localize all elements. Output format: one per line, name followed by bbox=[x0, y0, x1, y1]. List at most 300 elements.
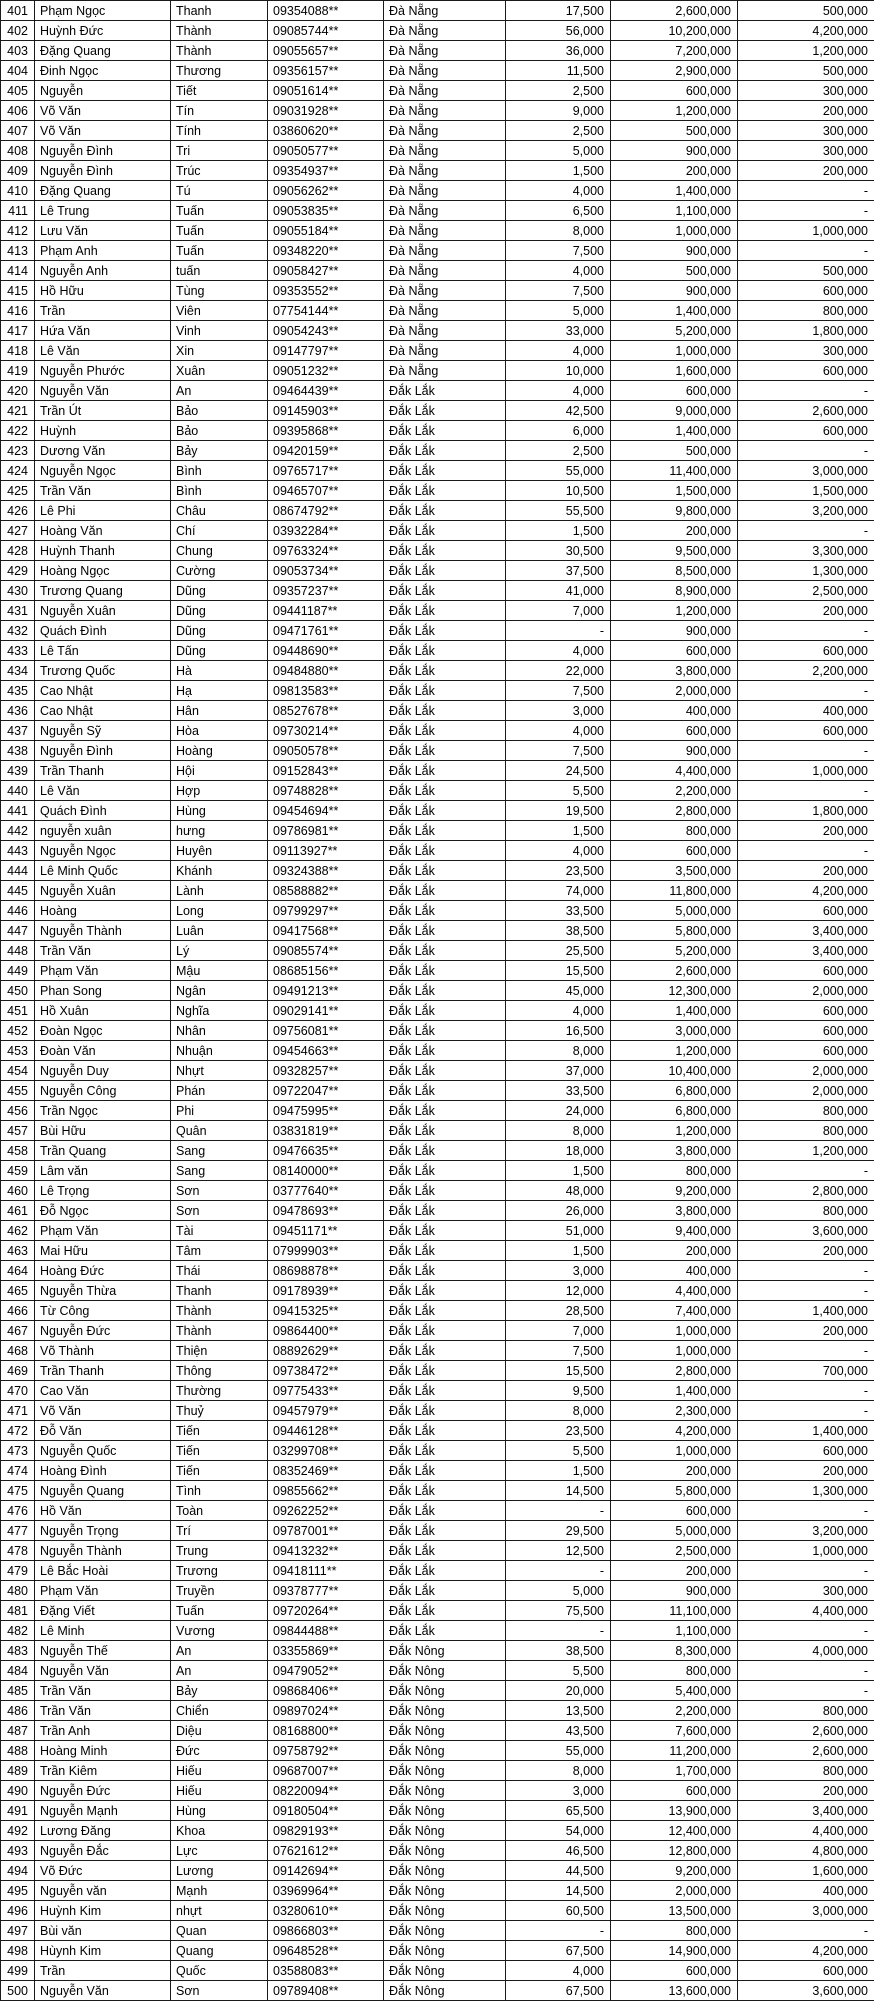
row-number-cell[interactable]: 492 bbox=[1, 1821, 35, 1841]
surname-cell[interactable]: Đoàn Văn bbox=[35, 1041, 171, 1061]
phone-cell[interactable]: 09113927** bbox=[268, 841, 384, 861]
given-name-cell[interactable]: Phán bbox=[171, 1081, 268, 1101]
given-name-cell[interactable]: Lý bbox=[171, 941, 268, 961]
surname-cell[interactable]: Trần bbox=[35, 1961, 171, 1981]
amount-3-cell[interactable]: 1,800,000 bbox=[738, 321, 874, 341]
amount-3-cell[interactable]: 200,000 bbox=[738, 861, 874, 881]
province-cell[interactable]: Đà Nẵng bbox=[384, 341, 506, 361]
province-cell[interactable]: Đắk Nông bbox=[384, 1701, 506, 1721]
surname-cell[interactable]: Huỳnh Kim bbox=[35, 1901, 171, 1921]
province-cell[interactable]: Đắk Lắk bbox=[384, 1181, 506, 1201]
row-number-cell[interactable]: 493 bbox=[1, 1841, 35, 1861]
given-name-cell[interactable]: nhựt bbox=[171, 1901, 268, 1921]
phone-cell[interactable]: 09415325** bbox=[268, 1301, 384, 1321]
row-number-cell[interactable]: 471 bbox=[1, 1401, 35, 1421]
row-number-cell[interactable]: 460 bbox=[1, 1181, 35, 1201]
amount-2-cell[interactable]: 12,400,000 bbox=[611, 1821, 738, 1841]
amount-1-cell[interactable]: 4,000 bbox=[506, 641, 611, 661]
surname-cell[interactable]: Nguyễn Thành bbox=[35, 1541, 171, 1561]
amount-2-cell[interactable]: 5,400,000 bbox=[611, 1681, 738, 1701]
amount-2-cell[interactable]: 3,500,000 bbox=[611, 861, 738, 881]
amount-3-cell[interactable]: 800,000 bbox=[738, 1201, 874, 1221]
province-cell[interactable]: Đà Nẵng bbox=[384, 201, 506, 221]
given-name-cell[interactable]: Bảo bbox=[171, 401, 268, 421]
surname-cell[interactable]: Quách Đình bbox=[35, 801, 171, 821]
phone-cell[interactable]: 09378777** bbox=[268, 1581, 384, 1601]
amount-3-cell[interactable]: 2,800,000 bbox=[738, 1181, 874, 1201]
given-name-cell[interactable]: Tiến bbox=[171, 1461, 268, 1481]
row-number-cell[interactable]: 423 bbox=[1, 441, 35, 461]
surname-cell[interactable]: Hoàng bbox=[35, 901, 171, 921]
amount-1-cell[interactable]: 29,500 bbox=[506, 1521, 611, 1541]
row-number-cell[interactable]: 439 bbox=[1, 761, 35, 781]
surname-cell[interactable]: Nguyễn Văn bbox=[35, 1661, 171, 1681]
row-number-cell[interactable]: 411 bbox=[1, 201, 35, 221]
phone-cell[interactable]: 09029141** bbox=[268, 1001, 384, 1021]
surname-cell[interactable]: Đặng Viết bbox=[35, 1601, 171, 1621]
phone-cell[interactable]: 03969964** bbox=[268, 1881, 384, 1901]
province-cell[interactable]: Đắk Lắk bbox=[384, 861, 506, 881]
amount-2-cell[interactable]: 3,000,000 bbox=[611, 1021, 738, 1041]
amount-1-cell[interactable]: 55,000 bbox=[506, 1741, 611, 1761]
given-name-cell[interactable]: Dũng bbox=[171, 621, 268, 641]
given-name-cell[interactable]: Lương bbox=[171, 1861, 268, 1881]
row-number-cell[interactable]: 435 bbox=[1, 681, 35, 701]
amount-2-cell[interactable]: 9,000,000 bbox=[611, 401, 738, 421]
amount-2-cell[interactable]: 7,200,000 bbox=[611, 41, 738, 61]
amount-1-cell[interactable]: 6,500 bbox=[506, 201, 611, 221]
amount-3-cell[interactable]: 500,000 bbox=[738, 1, 874, 21]
amount-2-cell[interactable]: 2,200,000 bbox=[611, 1701, 738, 1721]
phone-cell[interactable]: 03355869** bbox=[268, 1641, 384, 1661]
amount-3-cell[interactable]: 600,000 bbox=[738, 721, 874, 741]
given-name-cell[interactable]: Tiến bbox=[171, 1441, 268, 1461]
amount-1-cell[interactable]: 12,000 bbox=[506, 1281, 611, 1301]
surname-cell[interactable]: Đặng Quang bbox=[35, 181, 171, 201]
phone-cell[interactable]: 09328257** bbox=[268, 1061, 384, 1081]
amount-2-cell[interactable]: 3,800,000 bbox=[611, 661, 738, 681]
amount-2-cell[interactable]: 2,800,000 bbox=[611, 1361, 738, 1381]
phone-cell[interactable]: 07999903** bbox=[268, 1241, 384, 1261]
given-name-cell[interactable]: An bbox=[171, 1661, 268, 1681]
amount-2-cell[interactable]: 1,700,000 bbox=[611, 1761, 738, 1781]
amount-2-cell[interactable]: 7,400,000 bbox=[611, 1301, 738, 1321]
surname-cell[interactable]: Trần Anh bbox=[35, 1721, 171, 1741]
amount-2-cell[interactable]: 12,800,000 bbox=[611, 1841, 738, 1861]
amount-2-cell[interactable]: 800,000 bbox=[611, 1161, 738, 1181]
amount-1-cell[interactable]: 60,500 bbox=[506, 1901, 611, 1921]
amount-1-cell[interactable]: - bbox=[506, 1501, 611, 1521]
surname-cell[interactable]: Lê Trung bbox=[35, 201, 171, 221]
province-cell[interactable]: Đà Nẵng bbox=[384, 181, 506, 201]
province-cell[interactable]: Đắk Lắk bbox=[384, 1541, 506, 1561]
surname-cell[interactable]: Hùynh Kim bbox=[35, 1941, 171, 1961]
amount-2-cell[interactable]: 8,500,000 bbox=[611, 561, 738, 581]
amount-2-cell[interactable]: 800,000 bbox=[611, 1921, 738, 1941]
phone-cell[interactable]: 09454694** bbox=[268, 801, 384, 821]
amount-2-cell[interactable]: 900,000 bbox=[611, 741, 738, 761]
province-cell[interactable]: Đắk Lắk bbox=[384, 1461, 506, 1481]
phone-cell[interactable]: 09053835** bbox=[268, 201, 384, 221]
amount-3-cell[interactable]: - bbox=[738, 1401, 874, 1421]
amount-2-cell[interactable]: 2,600,000 bbox=[611, 1, 738, 21]
amount-1-cell[interactable]: 5,500 bbox=[506, 781, 611, 801]
province-cell[interactable]: Đắk Lắk bbox=[384, 1081, 506, 1101]
given-name-cell[interactable]: Tri bbox=[171, 141, 268, 161]
given-name-cell[interactable]: Quan bbox=[171, 1921, 268, 1941]
given-name-cell[interactable]: Bảy bbox=[171, 1681, 268, 1701]
amount-3-cell[interactable]: 1,300,000 bbox=[738, 561, 874, 581]
province-cell[interactable]: Đắk Lắk bbox=[384, 601, 506, 621]
amount-3-cell[interactable]: 3,600,000 bbox=[738, 1221, 874, 1241]
surname-cell[interactable]: Nguyễn Thừa bbox=[35, 1281, 171, 1301]
province-cell[interactable]: Đắk Lắk bbox=[384, 381, 506, 401]
phone-cell[interactable]: 09813583** bbox=[268, 681, 384, 701]
row-number-cell[interactable]: 403 bbox=[1, 41, 35, 61]
surname-cell[interactable]: Trần Út bbox=[35, 401, 171, 421]
amount-3-cell[interactable]: 3,200,000 bbox=[738, 501, 874, 521]
amount-2-cell[interactable]: 200,000 bbox=[611, 1561, 738, 1581]
given-name-cell[interactable]: Lành bbox=[171, 881, 268, 901]
given-name-cell[interactable]: Bình bbox=[171, 461, 268, 481]
phone-cell[interactable]: 09457979** bbox=[268, 1401, 384, 1421]
province-cell[interactable]: Đắk Nông bbox=[384, 1741, 506, 1761]
row-number-cell[interactable]: 478 bbox=[1, 1541, 35, 1561]
amount-2-cell[interactable]: 4,400,000 bbox=[611, 761, 738, 781]
amount-3-cell[interactable]: - bbox=[738, 1621, 874, 1641]
given-name-cell[interactable]: Xuân bbox=[171, 361, 268, 381]
province-cell[interactable]: Đắk Lắk bbox=[384, 681, 506, 701]
row-number-cell[interactable]: 461 bbox=[1, 1201, 35, 1221]
row-number-cell[interactable]: 445 bbox=[1, 881, 35, 901]
row-number-cell[interactable]: 437 bbox=[1, 721, 35, 741]
amount-3-cell[interactable]: 4,800,000 bbox=[738, 1841, 874, 1861]
amount-3-cell[interactable]: - bbox=[738, 1921, 874, 1941]
amount-2-cell[interactable]: 13,600,000 bbox=[611, 1981, 738, 2001]
phone-cell[interactable]: 07754144** bbox=[268, 301, 384, 321]
amount-2-cell[interactable]: 600,000 bbox=[611, 1501, 738, 1521]
amount-3-cell[interactable]: 4,200,000 bbox=[738, 881, 874, 901]
phone-cell[interactable]: 09451171** bbox=[268, 1221, 384, 1241]
surname-cell[interactable]: Trần Văn bbox=[35, 481, 171, 501]
amount-1-cell[interactable]: 55,500 bbox=[506, 501, 611, 521]
row-number-cell[interactable]: 434 bbox=[1, 661, 35, 681]
surname-cell[interactable]: Nguyễn Anh bbox=[35, 261, 171, 281]
row-number-cell[interactable]: 438 bbox=[1, 741, 35, 761]
amount-2-cell[interactable]: 14,900,000 bbox=[611, 1941, 738, 1961]
surname-cell[interactable]: Nguyễn Văn bbox=[35, 1981, 171, 2001]
amount-1-cell[interactable]: 17,500 bbox=[506, 1, 611, 21]
amount-2-cell[interactable]: 11,400,000 bbox=[611, 461, 738, 481]
surname-cell[interactable]: Phạm Văn bbox=[35, 1581, 171, 1601]
given-name-cell[interactable]: Mạnh bbox=[171, 1881, 268, 1901]
province-cell[interactable]: Đắk Nông bbox=[384, 1961, 506, 1981]
province-cell[interactable]: Đắk Lắk bbox=[384, 1561, 506, 1581]
province-cell[interactable]: Đắk Lắk bbox=[384, 881, 506, 901]
province-cell[interactable]: Đắk Lắk bbox=[384, 1401, 506, 1421]
amount-1-cell[interactable]: 3,000 bbox=[506, 1781, 611, 1801]
surname-cell[interactable]: Trần Văn bbox=[35, 1681, 171, 1701]
surname-cell[interactable]: Nguyễn Văn bbox=[35, 381, 171, 401]
given-name-cell[interactable]: Thái bbox=[171, 1261, 268, 1281]
row-number-cell[interactable]: 413 bbox=[1, 241, 35, 261]
amount-3-cell[interactable]: 600,000 bbox=[738, 901, 874, 921]
amount-2-cell[interactable]: 11,800,000 bbox=[611, 881, 738, 901]
given-name-cell[interactable]: Tuấn bbox=[171, 241, 268, 261]
amount-3-cell[interactable]: - bbox=[738, 1261, 874, 1281]
surname-cell[interactable]: Nguyễn Quang bbox=[35, 1481, 171, 1501]
amount-2-cell[interactable]: 600,000 bbox=[611, 381, 738, 401]
amount-3-cell[interactable]: 600,000 bbox=[738, 1441, 874, 1461]
row-number-cell[interactable]: 486 bbox=[1, 1701, 35, 1721]
amount-2-cell[interactable]: 600,000 bbox=[611, 1961, 738, 1981]
phone-cell[interactable]: 09356157** bbox=[268, 61, 384, 81]
amount-1-cell[interactable]: 33,500 bbox=[506, 1081, 611, 1101]
province-cell[interactable]: Đà Nẵng bbox=[384, 61, 506, 81]
row-number-cell[interactable]: 485 bbox=[1, 1681, 35, 1701]
amount-3-cell[interactable]: 200,000 bbox=[738, 601, 874, 621]
amount-2-cell[interactable]: 400,000 bbox=[611, 1261, 738, 1281]
row-number-cell[interactable]: 487 bbox=[1, 1721, 35, 1741]
row-number-cell[interactable]: 425 bbox=[1, 481, 35, 501]
row-number-cell[interactable]: 432 bbox=[1, 621, 35, 641]
amount-3-cell[interactable]: - bbox=[738, 681, 874, 701]
amount-2-cell[interactable]: 10,400,000 bbox=[611, 1061, 738, 1081]
amount-3-cell[interactable]: 600,000 bbox=[738, 1961, 874, 1981]
amount-1-cell[interactable]: 75,500 bbox=[506, 1601, 611, 1621]
amount-3-cell[interactable]: - bbox=[738, 521, 874, 541]
row-number-cell[interactable]: 462 bbox=[1, 1221, 35, 1241]
amount-1-cell[interactable]: 7,000 bbox=[506, 1321, 611, 1341]
amount-1-cell[interactable]: 7,500 bbox=[506, 1341, 611, 1361]
amount-3-cell[interactable]: 600,000 bbox=[738, 361, 874, 381]
province-cell[interactable]: Đà Nẵng bbox=[384, 261, 506, 281]
phone-cell[interactable]: 09354088** bbox=[268, 1, 384, 21]
row-number-cell[interactable]: 477 bbox=[1, 1521, 35, 1541]
amount-3-cell[interactable]: - bbox=[738, 1681, 874, 1701]
phone-cell[interactable]: 08527678** bbox=[268, 701, 384, 721]
row-number-cell[interactable]: 499 bbox=[1, 1961, 35, 1981]
phone-cell[interactable]: 09478693** bbox=[268, 1201, 384, 1221]
row-number-cell[interactable]: 456 bbox=[1, 1101, 35, 1121]
amount-1-cell[interactable]: 5,000 bbox=[506, 301, 611, 321]
amount-3-cell[interactable]: 1,500,000 bbox=[738, 481, 874, 501]
given-name-cell[interactable]: Tiết bbox=[171, 81, 268, 101]
surname-cell[interactable]: Phạm Ngọc bbox=[35, 1, 171, 21]
amount-2-cell[interactable]: 900,000 bbox=[611, 281, 738, 301]
phone-cell[interactable]: 09866803** bbox=[268, 1921, 384, 1941]
amount-2-cell[interactable]: 2,000,000 bbox=[611, 1881, 738, 1901]
surname-cell[interactable]: Nguyễn Trọng bbox=[35, 1521, 171, 1541]
amount-2-cell[interactable]: 1,100,000 bbox=[611, 201, 738, 221]
province-cell[interactable]: Đắk Nông bbox=[384, 1761, 506, 1781]
surname-cell[interactable]: Trần Thanh bbox=[35, 761, 171, 781]
amount-3-cell[interactable]: 2,200,000 bbox=[738, 661, 874, 681]
amount-3-cell[interactable]: 3,300,000 bbox=[738, 541, 874, 561]
amount-2-cell[interactable]: 500,000 bbox=[611, 261, 738, 281]
given-name-cell[interactable]: Thường bbox=[171, 1381, 268, 1401]
row-number-cell[interactable]: 480 bbox=[1, 1581, 35, 1601]
phone-cell[interactable]: 09787001** bbox=[268, 1521, 384, 1541]
phone-cell[interactable]: 09145903** bbox=[268, 401, 384, 421]
given-name-cell[interactable]: Khoa bbox=[171, 1821, 268, 1841]
surname-cell[interactable]: Cao Nhật bbox=[35, 701, 171, 721]
province-cell[interactable]: Đắk Lắk bbox=[384, 1061, 506, 1081]
row-number-cell[interactable]: 454 bbox=[1, 1061, 35, 1081]
surname-cell[interactable]: Nguyễn Quốc bbox=[35, 1441, 171, 1461]
amount-1-cell[interactable]: 4,000 bbox=[506, 721, 611, 741]
amount-1-cell[interactable]: 8,000 bbox=[506, 221, 611, 241]
amount-3-cell[interactable]: 500,000 bbox=[738, 61, 874, 81]
row-number-cell[interactable]: 465 bbox=[1, 1281, 35, 1301]
given-name-cell[interactable]: Sơn bbox=[171, 1201, 268, 1221]
amount-1-cell[interactable]: 24,000 bbox=[506, 1101, 611, 1121]
surname-cell[interactable]: Hoàng Ngọc bbox=[35, 561, 171, 581]
given-name-cell[interactable]: Thương bbox=[171, 61, 268, 81]
amount-2-cell[interactable]: 800,000 bbox=[611, 821, 738, 841]
amount-3-cell[interactable]: 2,600,000 bbox=[738, 1721, 874, 1741]
row-number-cell[interactable]: 441 bbox=[1, 801, 35, 821]
amount-3-cell[interactable]: 4,400,000 bbox=[738, 1601, 874, 1621]
amount-3-cell[interactable]: 600,000 bbox=[738, 641, 874, 661]
amount-1-cell[interactable]: 4,000 bbox=[506, 341, 611, 361]
row-number-cell[interactable]: 469 bbox=[1, 1361, 35, 1381]
amount-1-cell[interactable]: 45,000 bbox=[506, 981, 611, 1001]
province-cell[interactable]: Đắk Lắk bbox=[384, 1481, 506, 1501]
row-number-cell[interactable]: 407 bbox=[1, 121, 35, 141]
amount-3-cell[interactable]: 4,200,000 bbox=[738, 1941, 874, 1961]
surname-cell[interactable]: Lê Minh Quốc bbox=[35, 861, 171, 881]
amount-1-cell[interactable]: 1,500 bbox=[506, 821, 611, 841]
amount-1-cell[interactable]: 15,500 bbox=[506, 1361, 611, 1381]
phone-cell[interactable]: 09051614** bbox=[268, 81, 384, 101]
amount-1-cell[interactable]: 10,000 bbox=[506, 361, 611, 381]
province-cell[interactable]: Đắk Lắk bbox=[384, 1001, 506, 1021]
row-number-cell[interactable]: 475 bbox=[1, 1481, 35, 1501]
phone-cell[interactable]: 09763324** bbox=[268, 541, 384, 561]
row-number-cell[interactable]: 473 bbox=[1, 1441, 35, 1461]
surname-cell[interactable]: Phạm Văn bbox=[35, 961, 171, 981]
amount-3-cell[interactable]: - bbox=[738, 1661, 874, 1681]
row-number-cell[interactable]: 495 bbox=[1, 1881, 35, 1901]
amount-1-cell[interactable]: 7,500 bbox=[506, 741, 611, 761]
amount-1-cell[interactable]: 46,500 bbox=[506, 1841, 611, 1861]
given-name-cell[interactable]: Thành bbox=[171, 1321, 268, 1341]
province-cell[interactable]: Đà Nẵng bbox=[384, 1, 506, 21]
given-name-cell[interactable]: Quân bbox=[171, 1121, 268, 1141]
amount-1-cell[interactable]: 7,500 bbox=[506, 681, 611, 701]
given-name-cell[interactable]: Trung bbox=[171, 1541, 268, 1561]
row-number-cell[interactable]: 482 bbox=[1, 1621, 35, 1641]
phone-cell[interactable]: 09324388** bbox=[268, 861, 384, 881]
amount-3-cell[interactable]: 3,400,000 bbox=[738, 921, 874, 941]
amount-2-cell[interactable]: 1,000,000 bbox=[611, 1441, 738, 1461]
row-number-cell[interactable]: 449 bbox=[1, 961, 35, 981]
row-number-cell[interactable]: 453 bbox=[1, 1041, 35, 1061]
amount-1-cell[interactable]: 67,500 bbox=[506, 1941, 611, 1961]
row-number-cell[interactable]: 420 bbox=[1, 381, 35, 401]
amount-3-cell[interactable]: 1,200,000 bbox=[738, 1141, 874, 1161]
phone-cell[interactable]: 09464439** bbox=[268, 381, 384, 401]
province-cell[interactable]: Đắk Lắk bbox=[384, 941, 506, 961]
row-number-cell[interactable]: 446 bbox=[1, 901, 35, 921]
amount-2-cell[interactable]: 2,600,000 bbox=[611, 961, 738, 981]
phone-cell[interactable]: 09844488** bbox=[268, 1621, 384, 1641]
phone-cell[interactable]: 09348220** bbox=[268, 241, 384, 261]
given-name-cell[interactable]: Tiến bbox=[171, 1421, 268, 1441]
province-cell[interactable]: Đắk Nông bbox=[384, 1981, 506, 2001]
amount-1-cell[interactable]: 67,500 bbox=[506, 1981, 611, 2001]
amount-2-cell[interactable]: 11,100,000 bbox=[611, 1601, 738, 1621]
amount-1-cell[interactable]: 65,500 bbox=[506, 1801, 611, 1821]
amount-2-cell[interactable]: 9,200,000 bbox=[611, 1861, 738, 1881]
province-cell[interactable]: Đắk Lắk bbox=[384, 1021, 506, 1041]
surname-cell[interactable]: Trần Văn bbox=[35, 941, 171, 961]
given-name-cell[interactable]: Vinh bbox=[171, 321, 268, 341]
province-cell[interactable]: Đà Nẵng bbox=[384, 81, 506, 101]
amount-1-cell[interactable]: 8,000 bbox=[506, 1401, 611, 1421]
phone-cell[interactable]: 09262252** bbox=[268, 1501, 384, 1521]
amount-3-cell[interactable]: 2,600,000 bbox=[738, 1741, 874, 1761]
amount-1-cell[interactable]: 10,500 bbox=[506, 481, 611, 501]
given-name-cell[interactable]: Thuỷ bbox=[171, 1401, 268, 1421]
given-name-cell[interactable]: Thanh bbox=[171, 1, 268, 21]
given-name-cell[interactable]: Dũng bbox=[171, 581, 268, 601]
amount-1-cell[interactable]: 37,500 bbox=[506, 561, 611, 581]
given-name-cell[interactable]: Tuấn bbox=[171, 221, 268, 241]
phone-cell[interactable]: 09687007** bbox=[268, 1761, 384, 1781]
amount-1-cell[interactable]: 30,500 bbox=[506, 541, 611, 561]
phone-cell[interactable]: 09395868** bbox=[268, 421, 384, 441]
row-number-cell[interactable]: 404 bbox=[1, 61, 35, 81]
amount-1-cell[interactable]: 5,500 bbox=[506, 1661, 611, 1681]
amount-1-cell[interactable]: 36,000 bbox=[506, 41, 611, 61]
surname-cell[interactable]: nguyễn xuân bbox=[35, 821, 171, 841]
phone-cell[interactable]: 03860620** bbox=[268, 121, 384, 141]
surname-cell[interactable]: Lưu Văn bbox=[35, 221, 171, 241]
amount-2-cell[interactable]: 2,800,000 bbox=[611, 801, 738, 821]
amount-1-cell[interactable]: - bbox=[506, 1561, 611, 1581]
amount-1-cell[interactable]: 5,500 bbox=[506, 1441, 611, 1461]
row-number-cell[interactable]: 484 bbox=[1, 1661, 35, 1681]
given-name-cell[interactable]: Hân bbox=[171, 701, 268, 721]
phone-cell[interactable]: 09756081** bbox=[268, 1021, 384, 1041]
amount-3-cell[interactable]: - bbox=[738, 441, 874, 461]
row-number-cell[interactable]: 488 bbox=[1, 1741, 35, 1761]
amount-2-cell[interactable]: 900,000 bbox=[611, 621, 738, 641]
phone-cell[interactable]: 09829193** bbox=[268, 1821, 384, 1841]
province-cell[interactable]: Đắk Nông bbox=[384, 1921, 506, 1941]
amount-3-cell[interactable]: - bbox=[738, 1561, 874, 1581]
given-name-cell[interactable]: Chung bbox=[171, 541, 268, 561]
amount-1-cell[interactable]: 22,000 bbox=[506, 661, 611, 681]
given-name-cell[interactable]: Tâm bbox=[171, 1241, 268, 1261]
row-number-cell[interactable]: 472 bbox=[1, 1421, 35, 1441]
province-cell[interactable]: Đắk Lắk bbox=[384, 1441, 506, 1461]
amount-1-cell[interactable]: 33,000 bbox=[506, 321, 611, 341]
given-name-cell[interactable]: Tài bbox=[171, 1221, 268, 1241]
amount-3-cell[interactable]: - bbox=[738, 1381, 874, 1401]
province-cell[interactable]: Đà Nẵng bbox=[384, 101, 506, 121]
row-number-cell[interactable]: 476 bbox=[1, 1501, 35, 1521]
province-cell[interactable]: Đắk Lắk bbox=[384, 1141, 506, 1161]
amount-1-cell[interactable]: 28,500 bbox=[506, 1301, 611, 1321]
surname-cell[interactable]: Võ Thành bbox=[35, 1341, 171, 1361]
amount-3-cell[interactable]: 200,000 bbox=[738, 821, 874, 841]
surname-cell[interactable]: Nguyễn Duy bbox=[35, 1061, 171, 1081]
row-number-cell[interactable]: 422 bbox=[1, 421, 35, 441]
amount-3-cell[interactable]: 300,000 bbox=[738, 121, 874, 141]
